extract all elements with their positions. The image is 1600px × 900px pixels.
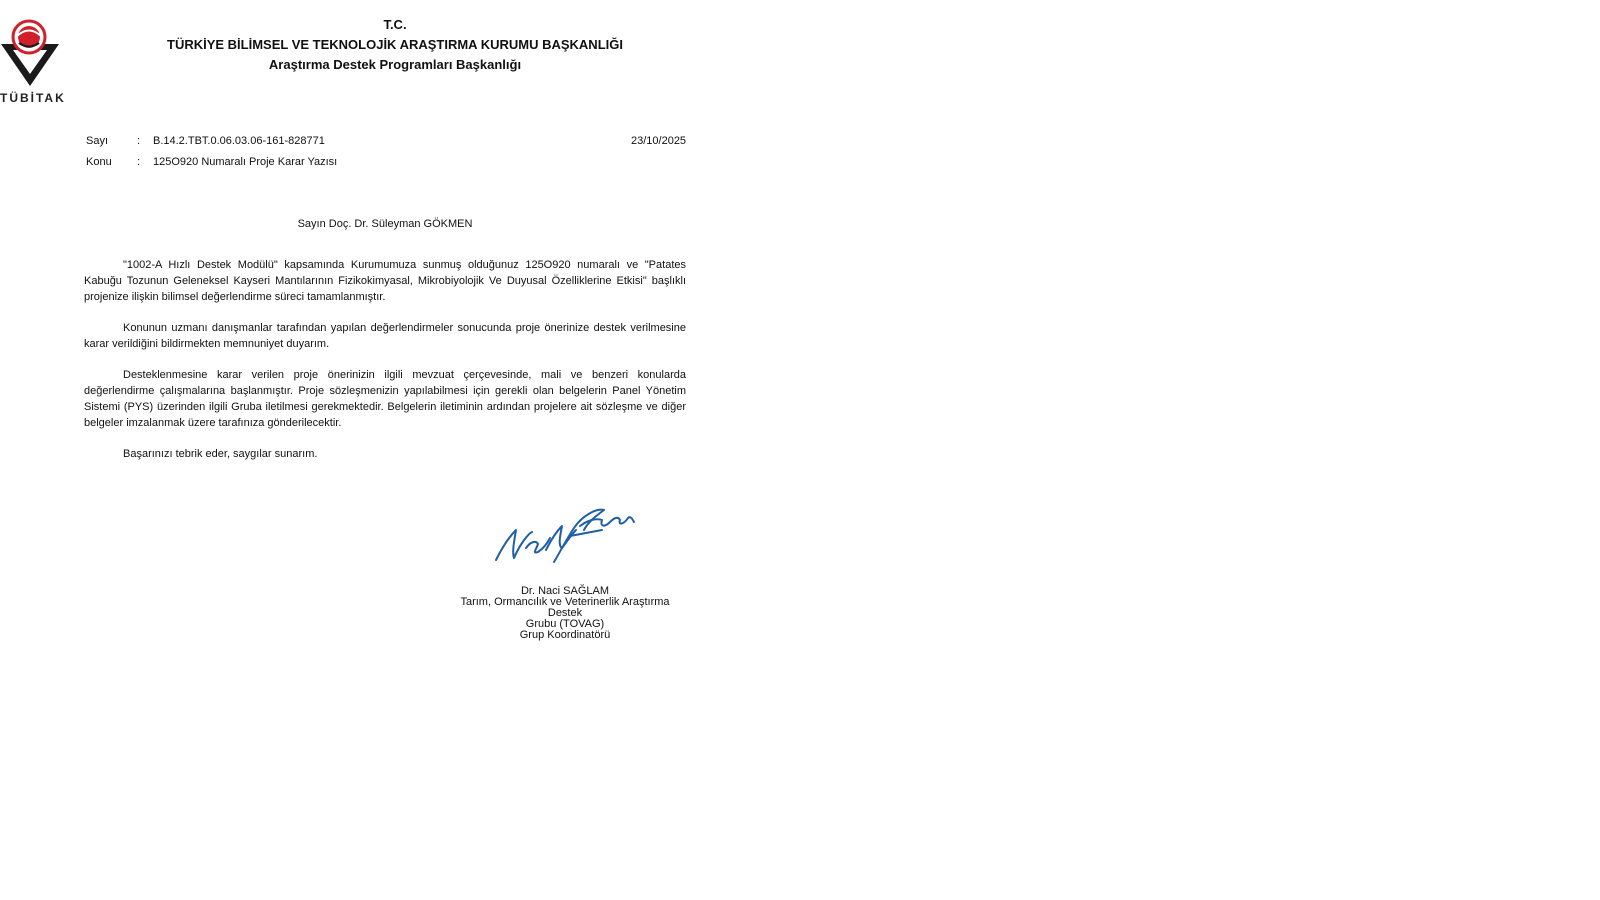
konu-label: Konu <box>86 156 112 168</box>
signature-block <box>440 586 690 641</box>
paragraph-1: "1002-A Hızlı Destek Modülü" kapsamında Kurumumuza sunmuş olduğunuz 125O920 numaralı ve "Patates Kabuğu Tozunun Geleneksel Kayseri Mantılarının Fizikokimyasal, Mikrobiyolojik Ve Duyusal Özelliklerine Etkisi" başlıklı projenize ilişkin bilimsel değerlendirme süreci tamamlanmıştır. <box>84 259 686 303</box>
signatory-title-line2: Destek <box>547 607 583 619</box>
letterhead <box>110 15 680 75</box>
signatory-name: Dr. Naci SAĞLAM <box>520 585 610 597</box>
tubitak-logo <box>0 14 66 105</box>
header-line-department: Araştırma Destek Programları Başkanlığı <box>268 57 522 72</box>
konu-colon: : <box>137 156 141 168</box>
salutation: Sayın Doç. Dr. Süleyman GÖKMEN <box>297 218 473 230</box>
header-line-institution: TÜRKİYE BİLİMSEL VE TEKNOLOJİK ARAŞTIRMA KURUMU BAŞKANLIĞI <box>167 37 623 52</box>
sayi-value: B.14.2.TBT.0.06.03.06-161-828771 <box>153 135 325 147</box>
signatory-title-line1: Tarım, Ormancılık ve Veterinerlik Araştırma <box>460 596 670 608</box>
handwritten-signature <box>492 500 638 568</box>
signatory-title-line4: Grup Koordinatörü <box>519 629 611 641</box>
document-date: 23/10/2025 <box>631 135 687 147</box>
header-line-tc: T.C. <box>383 17 407 32</box>
sayi-label: Sayı <box>86 135 109 147</box>
signatory-title-line3: Grubu (TOVAG) <box>525 618 605 630</box>
konu-value: 125O920 Numaralı Proje Karar Yazısı <box>153 156 338 168</box>
paragraph-2: Konunun uzmanı danışmanlar tarafından yapılan değerlendirmeler sonucunda proje önerinize destek verilmesine karar verildiğini bildirmekten memnuniyet duyarım. <box>84 322 686 350</box>
logo-text: TÜBİTAK <box>0 91 66 105</box>
paragraph-4: Başarınızı tebrik eder, saygılar sunarım. <box>123 448 318 460</box>
sayi-colon: : <box>137 135 141 147</box>
tubitak-logo-icon <box>0 14 60 94</box>
paragraph-3: Desteklenmesine karar verilen proje önerinizin ilgili mevzuat çerçevesinde, mali ve benzeri konularda değerlendirme çalışmalarına başlanmıştır. Proje sözleşmenizin yapılabilmesi için gerekli olan belgelerin Panel Yönetim Sistemi (PYS) üzerinden ilgili Gruba iletilmesi gerekmektedir. Belgelerin iletiminin ardından projelere ait sözleşme ve diğer belgeler imzalanmak üzere tarafınıza gönderilecektir. <box>84 369 686 429</box>
